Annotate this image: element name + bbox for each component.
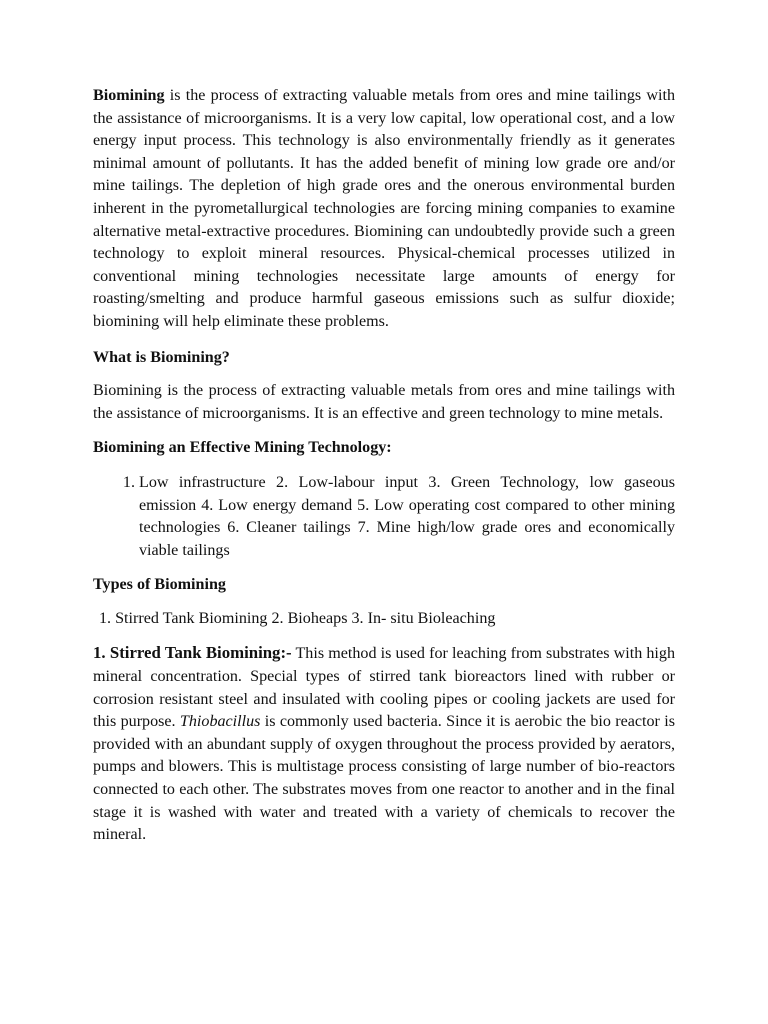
heading-what-is-biomining: What is Biomining? <box>93 348 230 366</box>
effective-technology-list <box>93 472 675 562</box>
stirred-tank-text-1: This method is used for leaching from substrates with high mineral concentration. Special types of stirred tank bioreactors lined with rubber or corrosion resistant steel and insulated with cooling pipes or cooling jackets are used for this purpose. <box>93 645 675 731</box>
document-page <box>93 85 675 847</box>
heading-types-of-biomining: Types of Biomining <box>93 576 226 594</box>
intro-text: is the process of extracting valuable metals from ores and mine tailings with the assistance of microorganisms. It is a very low capital, low operational cost, and a low energy input process. This technology is also environmentally friendly as it generates minimal amount of pollutants. It has the added benefit of mining low grade ore and/or mine tailings. The depletion of high grade ores and the onerous environmental burden inherent in the pyrometallurgical technologies are forcing mining companies to examine alternative metal-extractive procedures. Biomining can undoubtedly provide such a green technology to exploit mineral resources. Physical-chemical processes utilized in conventional mining technologies necessitate large amounts of energy for roasting/smelting and produce harmful gaseous emissions such as sulfur dioxide; biomining will help eliminate these problems. <box>93 87 675 330</box>
types-list-line: 1. Stirred Tank Biomining 2. Bioheaps 3. In- situ Bioleaching <box>99 609 496 627</box>
intro-paragraph <box>93 85 675 334</box>
what-is-biomining-paragraph: Biomining is the process of extracting valuable metals from ores and mine tailings with the assistance of microorganisms. It is an effective and green technology to mine metals. <box>93 382 675 422</box>
stirred-tank-paragraph <box>93 642 675 846</box>
stirred-tank-heading: 1. Stirred Tank Biomining:- <box>93 643 292 663</box>
intro-term: Biomining <box>93 87 165 104</box>
thiobacillus-term: Thiobacillus <box>179 713 261 731</box>
heading-effective-technology: Biomining an Effective Mining Technology: <box>93 439 392 457</box>
stirred-tank-text-2: is commonly used bacteria. Since it is aerobic the bio reactor is provided with an abundant supply of oxygen throughout the process provided by aerators, pumps and blowers. This is multistage process consisting of large number of bio-reactors connected to each other. The substrates moves from one reactor to another and in the final stage it is washed with water and treated with a variety of chemicals to recover the mineral. <box>93 713 675 844</box>
list-item: 1. Low infrastructure 2. Low-labour input 3. Green Technology, low gaseous emission 4. Low energy demand 5. Low operating cost compared to other mining technologies 6. Cleaner tailings 7. Mine high/low grade ores and economically viable tailings <box>139 472 675 562</box>
